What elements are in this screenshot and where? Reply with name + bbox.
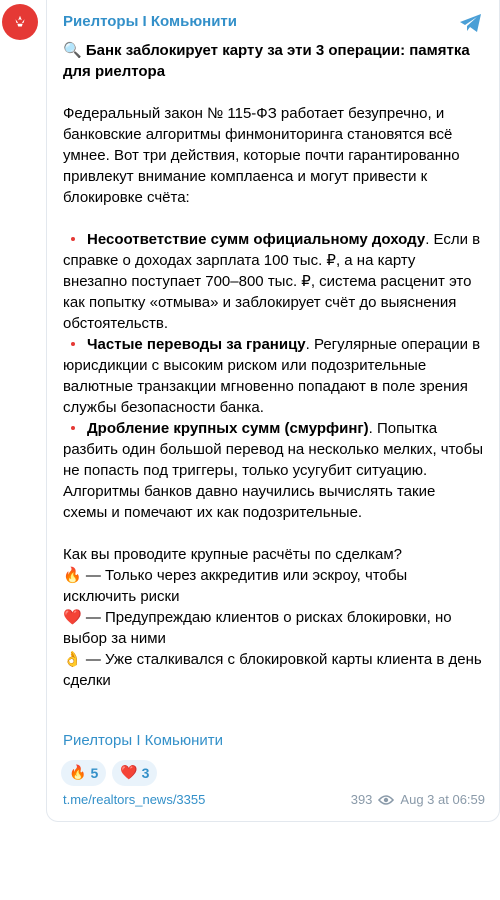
reaction-count: 5 — [90, 765, 99, 781]
bullet-item-2: Частые переводы за границу. Регулярные операции в юрисдикции с высоким риском или подозрительные валютные транзакции мгновенно попадают в поле зрения службы безопасности банка. — [63, 336, 481, 416]
bullet-dot-icon — [69, 334, 77, 355]
poll-question: Как вы проводите крупные расчёты по сделкам? — [63, 546, 402, 563]
post-meta — [63, 792, 485, 807]
telegram-icon[interactable] — [459, 12, 483, 34]
post-stats — [351, 792, 485, 807]
post-link[interactable]: t.me/realtors_news/3355 — [63, 792, 206, 807]
heart-icon: ❤️ — [120, 765, 138, 781]
ok-hand-icon: 👌 — [63, 650, 82, 668]
reaction-count: 3 — [141, 765, 150, 781]
fire-icon: 🔥 — [63, 566, 82, 584]
reaction-fire-button[interactable] — [61, 760, 106, 786]
bullet-dot-icon — [69, 229, 77, 250]
view-count: 393 — [350, 792, 373, 807]
channel-name[interactable]: Риелторы I Комьюнити — [63, 13, 237, 30]
channel-avatar[interactable] — [2, 4, 38, 40]
heart-icon: ❤️ — [63, 608, 82, 626]
reaction-heart-button[interactable] — [112, 760, 157, 786]
post-intro: Федеральный закон № 115-ФЗ работает безупречно, и банковские алгоритмы финмониторинга становятся всё умнее. Вот три действия, которые почти гарантированно привлекут внимание комплаенса и могут привести к блокировке счёта: — [63, 105, 460, 206]
post-content — [63, 40, 483, 691]
channel-signature-link[interactable]: Риелторы I Комьюнити — [63, 732, 224, 749]
option-ok: 👌 — Уже сталкивался с блокировкой карты клиента в день сделки — [63, 650, 482, 689]
bullet-item-3: Дробление крупных сумм (смурфинг). Попытка разбить один большой перевод на несколько мелких, чтобы не попасть под триггеры, только усугубит ситуацию. Алгоритмы банков давно научились вычислять такие схемы и помечают их как подозрительные. — [63, 420, 484, 521]
magnifier-icon: 🔍 — [63, 41, 82, 59]
post-date: Aug 3 at 06:59 — [400, 792, 485, 807]
post-title: 🔍 Банк заблокирует карту за эти 3 операции: памятка для риелтора — [63, 41, 470, 80]
eye-icon — [378, 794, 394, 806]
fire-icon: 🔥 — [69, 765, 87, 781]
message-bubble — [46, 0, 500, 822]
avatar-logo-icon — [11, 13, 29, 31]
option-fire: 🔥 — Только через аккредитив или эскроу, чтобы исключить риски — [63, 566, 408, 605]
reactions-bar — [61, 760, 157, 786]
bullet-item-1: Несоответствие сумм официальному доходу. Если в справке о доходах зарплата 100 тыс. ₽, а на карту внезапно поступает 700–800 тыс. ₽, система расценит это как попытку «отмыва» и заблокирует счёт до выяснения обстоятельств. — [63, 231, 481, 332]
bullet-dot-icon — [69, 418, 77, 439]
option-heart: ❤️ — Предупреждаю клиентов о рисках блокировки, но выбор за ними — [63, 608, 452, 647]
